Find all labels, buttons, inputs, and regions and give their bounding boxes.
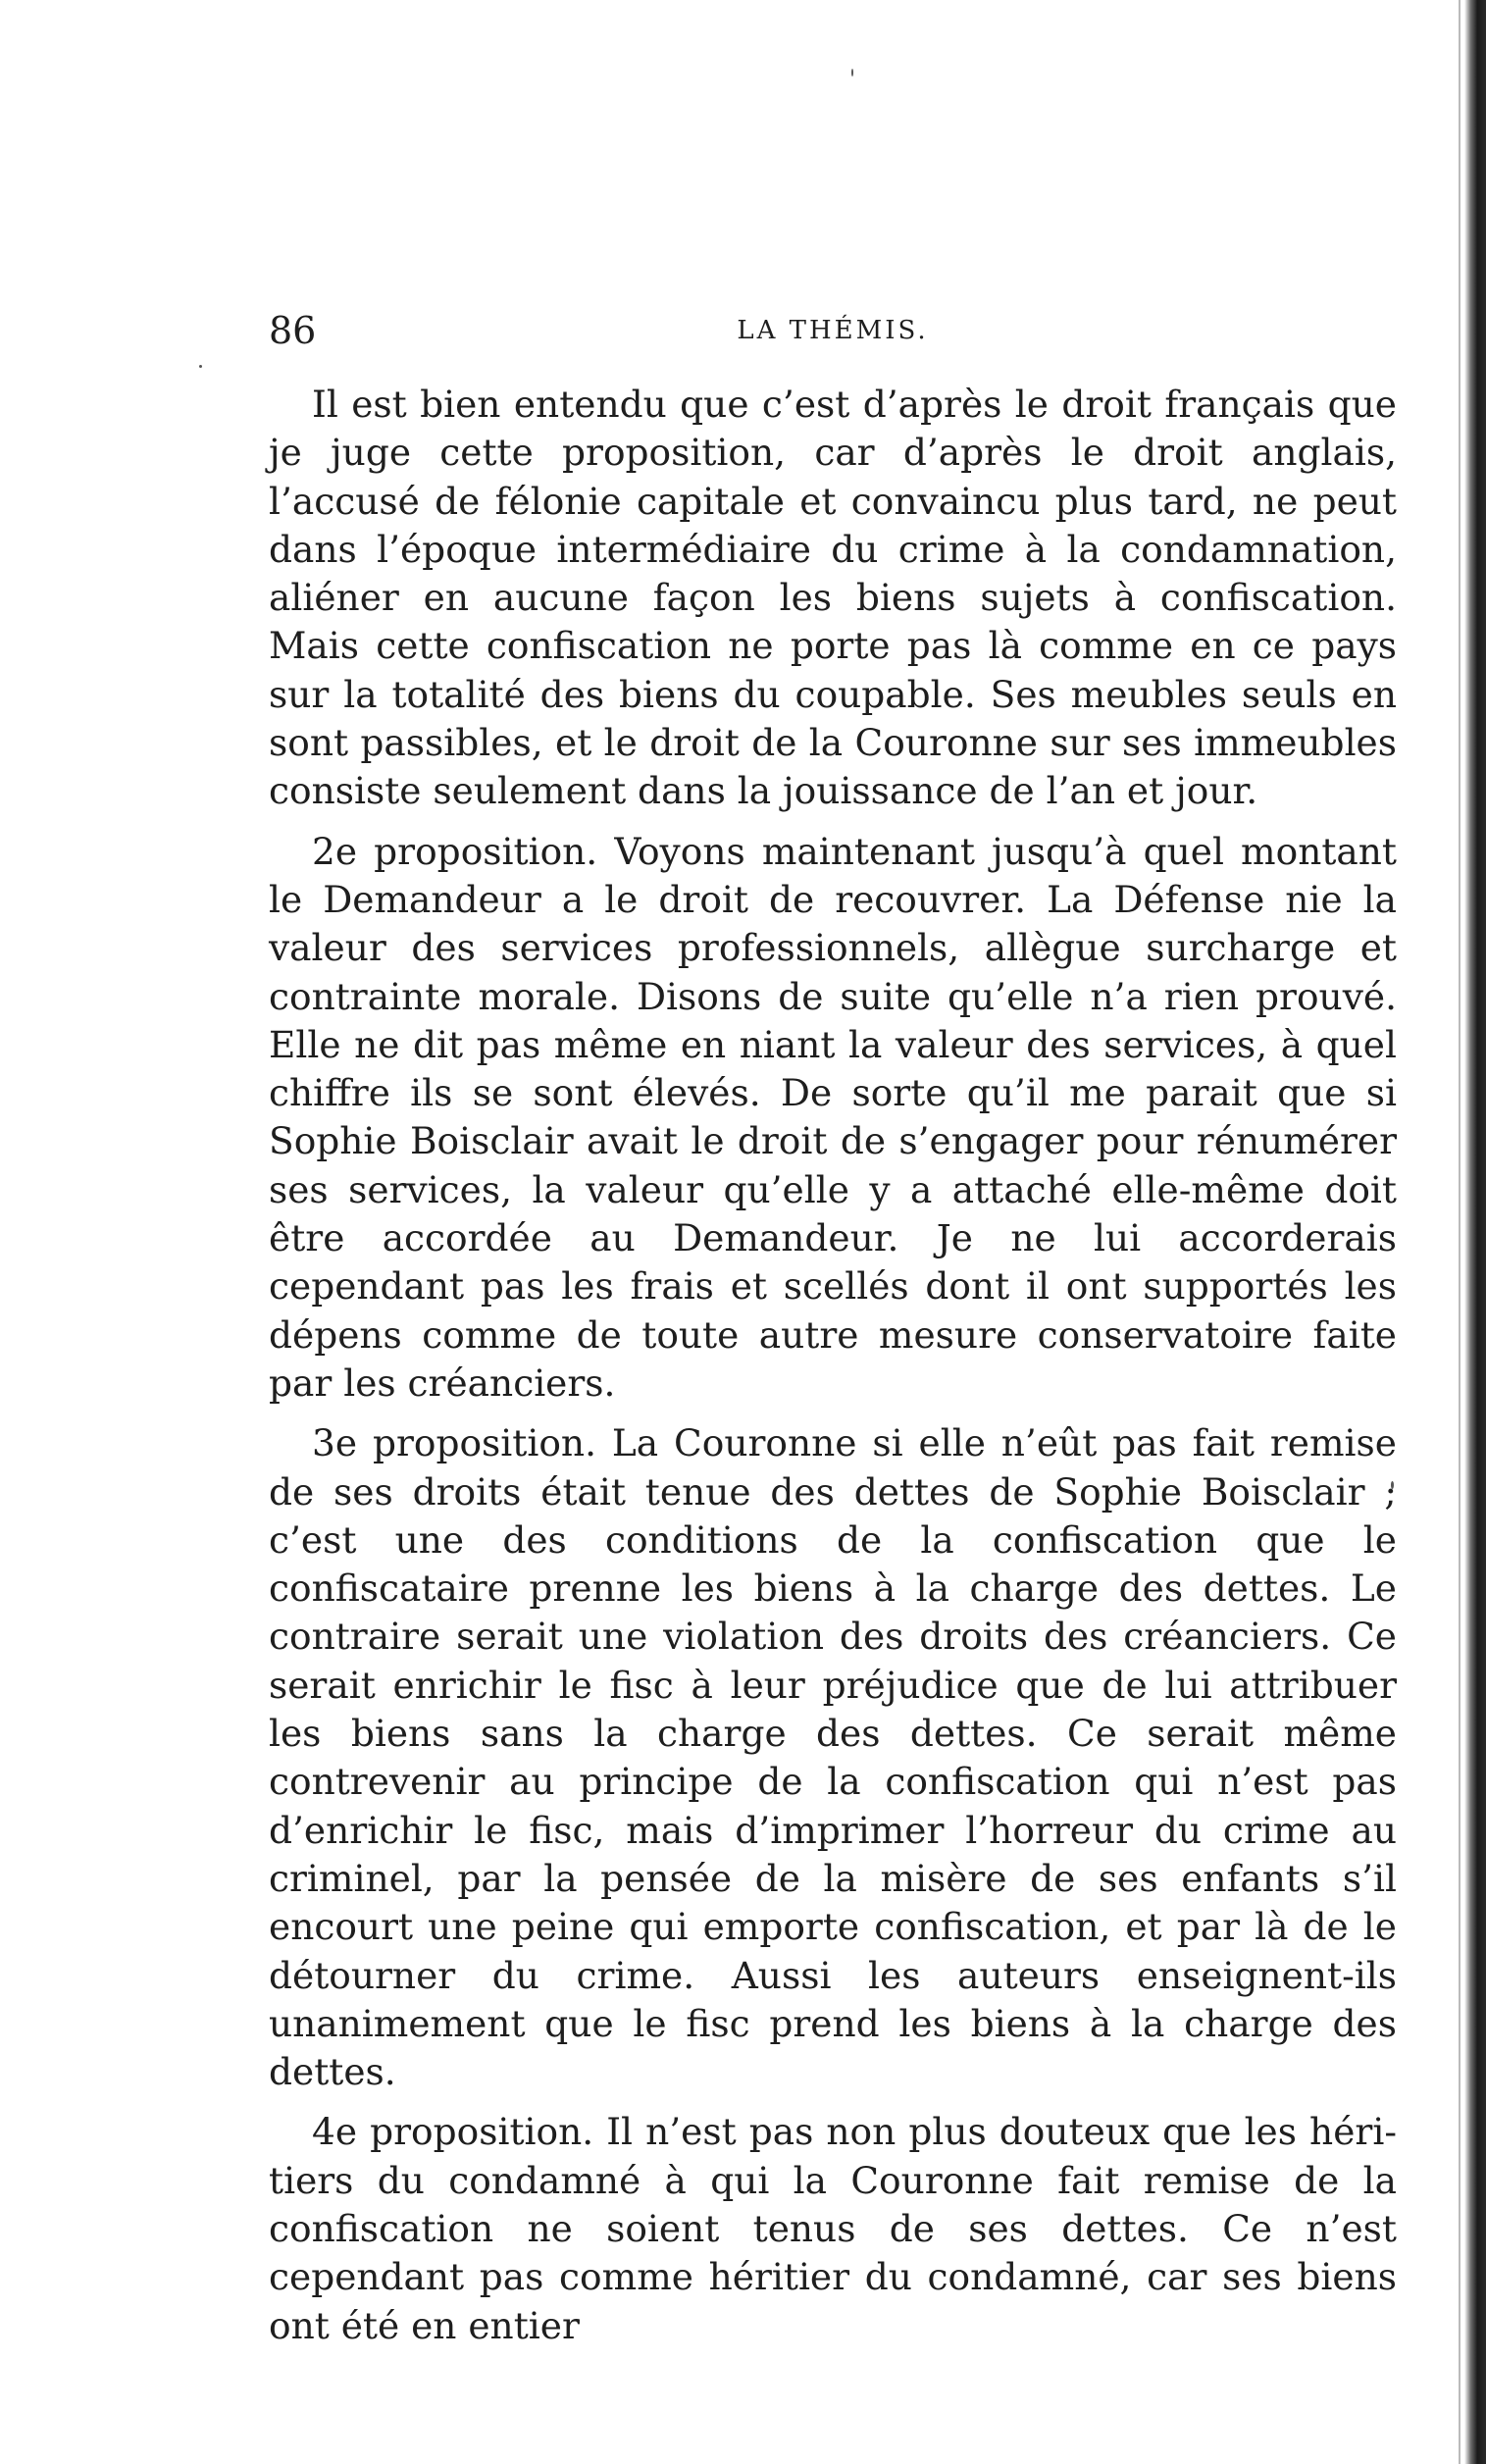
paragraph-4: 4e proposition. Il n’est pas non plus douteux que les héritiers du condamné à qui la Couronne fait remise de la confiscation ne soient tenus de ses dettes. Ce n’est cependant pas comme héritier du condamné, car ses biens ont été en entier: [269, 2110, 1397, 2347]
page-edge-shadow: [1459, 0, 1460, 2464]
page-header: [269, 306, 1397, 355]
paragraph-1: Il est bien entendu que c’est d’après le droit français que je juge cette proposition, car d’après le droit anglais, l’accusé de félonie capitale et convaincu plus tard, ne peut dans l’époque intermédiaire du crime à la condamnation, aliéner en aucune façon les biens sujets à confiscation. Mais cette confiscation ne porte pas là comme en ce pays sur la totalité des biens du coupable. Ses meubles seuls en sont passibles, et le droit de la Couronne sur ses immeubles consiste seulement dans la jouissance de l’an et jour.: [269, 383, 1397, 813]
running-head: LA THÉMIS.: [737, 316, 929, 345]
paper-speck: [851, 69, 853, 77]
page-number: 86: [269, 309, 317, 352]
body-text: [269, 381, 1397, 2362]
paragraph-3: 3e proposition. La Couronne si elle n’eût pas fait remise de ses droits était tenue des dettes de Sophie Boisclair ; c’est une des conditions de la confiscation que le confiscataire prenne les biens à la charge des dettes. Le contraire serait une violation des droits des créanciers. Ce serait enrichir le fisc à leur préjudice que de lui attribuer les biens sans la charge des dettes. Ce serait même contrevenir au principe de la confiscation qui n’est pas d’enrichir le fisc, mais d’imprimer l’horreur du crime au criminel, par la pensée de la misère de ses enfants s’il encourt une peine qui emporte confiscation, et par là de le détourner du crime. Aussi les auteurs enseignent-ils unanimement que le fisc prend les biens à la charge des dettes.: [269, 1421, 1397, 2094]
paper-speck: [199, 365, 202, 368]
paragraph-2: 2e proposition. Voyons maintenant jusqu’à quel montant le Demandeur a le droit de recouvrer. La Défense nie la valeur des services professionnels, allègue surcharge et contrainte morale. Disons de suite qu’elle n’a rien prouvé. Elle ne dit pas même en niant la valeur des services, à quel chiffre ils se sont élevés. De sorte qu’il me parait que si Sophie Boisclair avait le droit de s’engager pour rénumérer ses services, la valeur qu’elle y a attaché elle-même doit être accordée au Demandeur. Je ne lui accorderais cependant pas les frais et scellés dont il ont supportés les dépens comme de toute autre mesure conservatoire faite par les créanciers.: [269, 829, 1397, 1405]
book-binding-edge: [1464, 0, 1486, 2464]
